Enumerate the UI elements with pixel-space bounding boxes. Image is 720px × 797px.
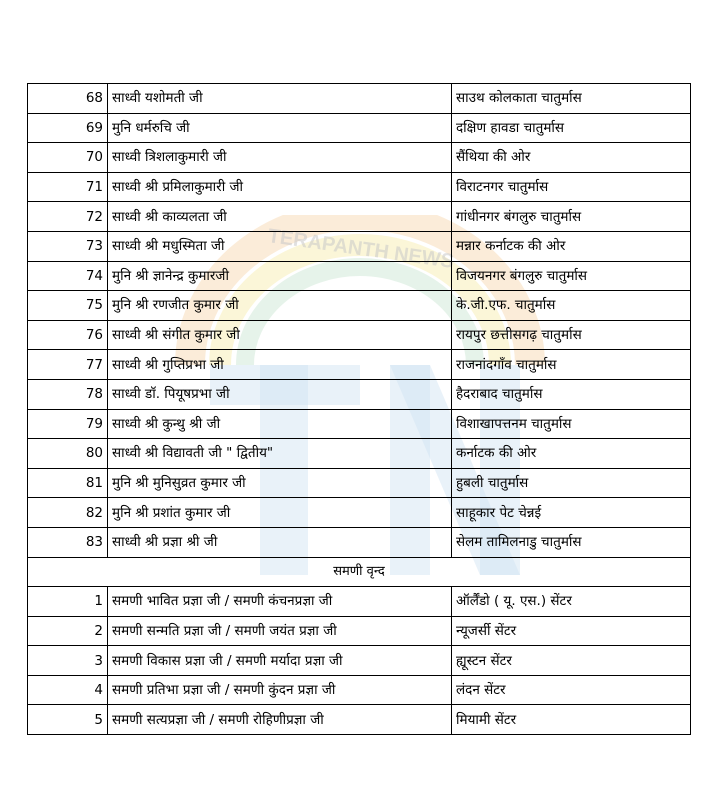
row-number: 5: [28, 705, 108, 735]
place-cell: न्यूजर्सी सेंटर: [452, 616, 691, 646]
place-cell: ह्यूस्टन सेंटर: [452, 646, 691, 676]
table-row: [28, 143, 691, 173]
name-cell: समणी सत्यप्रज्ञा जी / समणी रोहिणीप्रज्ञा जी: [108, 705, 452, 735]
section-title: समणी वृन्द: [28, 557, 691, 587]
place-cell: साहूकार पेट चेन्नई: [452, 498, 691, 528]
table-row: [28, 261, 691, 291]
name-cell: साध्वी श्री काव्यलता जी: [108, 202, 452, 232]
watermark-text: TERAPANTH NEWS: [266, 225, 456, 273]
row-number: 77: [28, 350, 108, 380]
row-number: 69: [28, 113, 108, 143]
row-number: 81: [28, 468, 108, 498]
place-cell: राजनांदगाँव चातुर्मास: [452, 350, 691, 380]
row-number: 73: [28, 231, 108, 261]
place-cell: विशाखापत्तनम चातुर्मास: [452, 409, 691, 439]
row-number: 79: [28, 409, 108, 439]
name-cell: साध्वी श्री मधुस्मिता जी: [108, 231, 452, 261]
table-row: [28, 202, 691, 232]
table-row: [28, 498, 691, 528]
table-row: [28, 439, 691, 469]
name-cell: मुनि श्री ज्ञानेन्द्र कुमारजी: [108, 261, 452, 291]
table-row: [28, 587, 691, 617]
row-number: 4: [28, 675, 108, 705]
table-row: [28, 172, 691, 202]
place-cell: रायपुर छत्तीसगढ़ चातुर्मास: [452, 320, 691, 350]
table-row: [28, 616, 691, 646]
place-cell: सेलम तामिलनाडु चातुर्मास: [452, 527, 691, 557]
row-number: 3: [28, 646, 108, 676]
name-cell: साध्वी श्री प्रमिलाकुमारी जी: [108, 172, 452, 202]
row-number: 72: [28, 202, 108, 232]
place-cell: मियामी सेंटर: [452, 705, 691, 735]
name-cell: साध्वी श्री गुप्तिप्रभा जी: [108, 350, 452, 380]
table-row: [28, 320, 691, 350]
row-number: 70: [28, 143, 108, 173]
name-cell: मुनि श्री मुनिसुव्रत कुमार जी: [108, 468, 452, 498]
name-cell: समणी भावित प्रज्ञा जी / समणी कंचनप्रज्ञा जी: [108, 587, 452, 617]
name-cell: समणी विकास प्रज्ञा जी / समणी मर्यादा प्रज्ञा जी: [108, 646, 452, 676]
row-number: 76: [28, 320, 108, 350]
table-row: [28, 468, 691, 498]
place-cell: लंदन सेंटर: [452, 675, 691, 705]
name-cell: साध्वी श्री विद्यावती जी " द्वितीय": [108, 439, 452, 469]
place-cell: कर्नाटक की ओर: [452, 439, 691, 469]
place-cell: दक्षिण हावडा चातुर्मास: [452, 113, 691, 143]
row-number: 80: [28, 439, 108, 469]
table-row: [28, 646, 691, 676]
place-cell: विराटनगर चातुर्मास: [452, 172, 691, 202]
table-row: [28, 291, 691, 321]
name-cell: साध्वी यशोमती जी: [108, 84, 452, 114]
name-cell: साध्वी श्री कुन्थु श्री जी: [108, 409, 452, 439]
name-cell: साध्वी डॉ. पियूषप्रभा जी: [108, 379, 452, 409]
table-row: [28, 527, 691, 557]
name-cell: मुनि श्री रणजीत कुमार जी: [108, 291, 452, 321]
place-cell: हैदराबाद चातुर्मास: [452, 379, 691, 409]
place-cell: हुबली चातुर्मास: [452, 468, 691, 498]
row-number: 1: [28, 587, 108, 617]
table-row: [28, 231, 691, 261]
table-row: [28, 675, 691, 705]
row-number: 68: [28, 84, 108, 114]
place-cell: ऑर्लैंडो ( यू. एस.) सेंटर: [452, 587, 691, 617]
name-cell: मुनि धर्मरुचि जी: [108, 113, 452, 143]
section-header-row: [28, 557, 691, 587]
place-cell: विजयनगर बंगलुरु चातुर्मास: [452, 261, 691, 291]
table-row: [28, 84, 691, 114]
row-number: 78: [28, 379, 108, 409]
name-cell: साध्वी त्रिशलाकुमारी जी: [108, 143, 452, 173]
row-number: 82: [28, 498, 108, 528]
table-row: [28, 113, 691, 143]
name-cell: साध्वी श्री प्रज्ञा श्री जी: [108, 527, 452, 557]
table-row: [28, 379, 691, 409]
row-number: 75: [28, 291, 108, 321]
row-number: 74: [28, 261, 108, 291]
sadhvi-muni-list-table: [27, 83, 691, 735]
name-cell: मुनि श्री प्रशांत कुमार जी: [108, 498, 452, 528]
row-number: 83: [28, 527, 108, 557]
table-row: [28, 705, 691, 735]
place-cell: साउथ कोलकाता चातुर्मास: [452, 84, 691, 114]
table-row: [28, 409, 691, 439]
place-cell: गांधीनगर बंगलुरु चातुर्मास: [452, 202, 691, 232]
row-number: 2: [28, 616, 108, 646]
name-cell: साध्वी श्री संगीत कुमार जी: [108, 320, 452, 350]
row-number: 71: [28, 172, 108, 202]
name-cell: समणी सन्मति प्रज्ञा जी / समणी जयंत प्रज्ञा जी: [108, 616, 452, 646]
table-row: [28, 350, 691, 380]
place-cell: मन्नार कर्नाटक की ओर: [452, 231, 691, 261]
place-cell: सैंथिया की ओर: [452, 143, 691, 173]
name-cell: समणी प्रतिभा प्रज्ञा जी / समणी कुंदन प्रज्ञा जी: [108, 675, 452, 705]
place-cell: के.जी.एफ. चातुर्मास: [452, 291, 691, 321]
